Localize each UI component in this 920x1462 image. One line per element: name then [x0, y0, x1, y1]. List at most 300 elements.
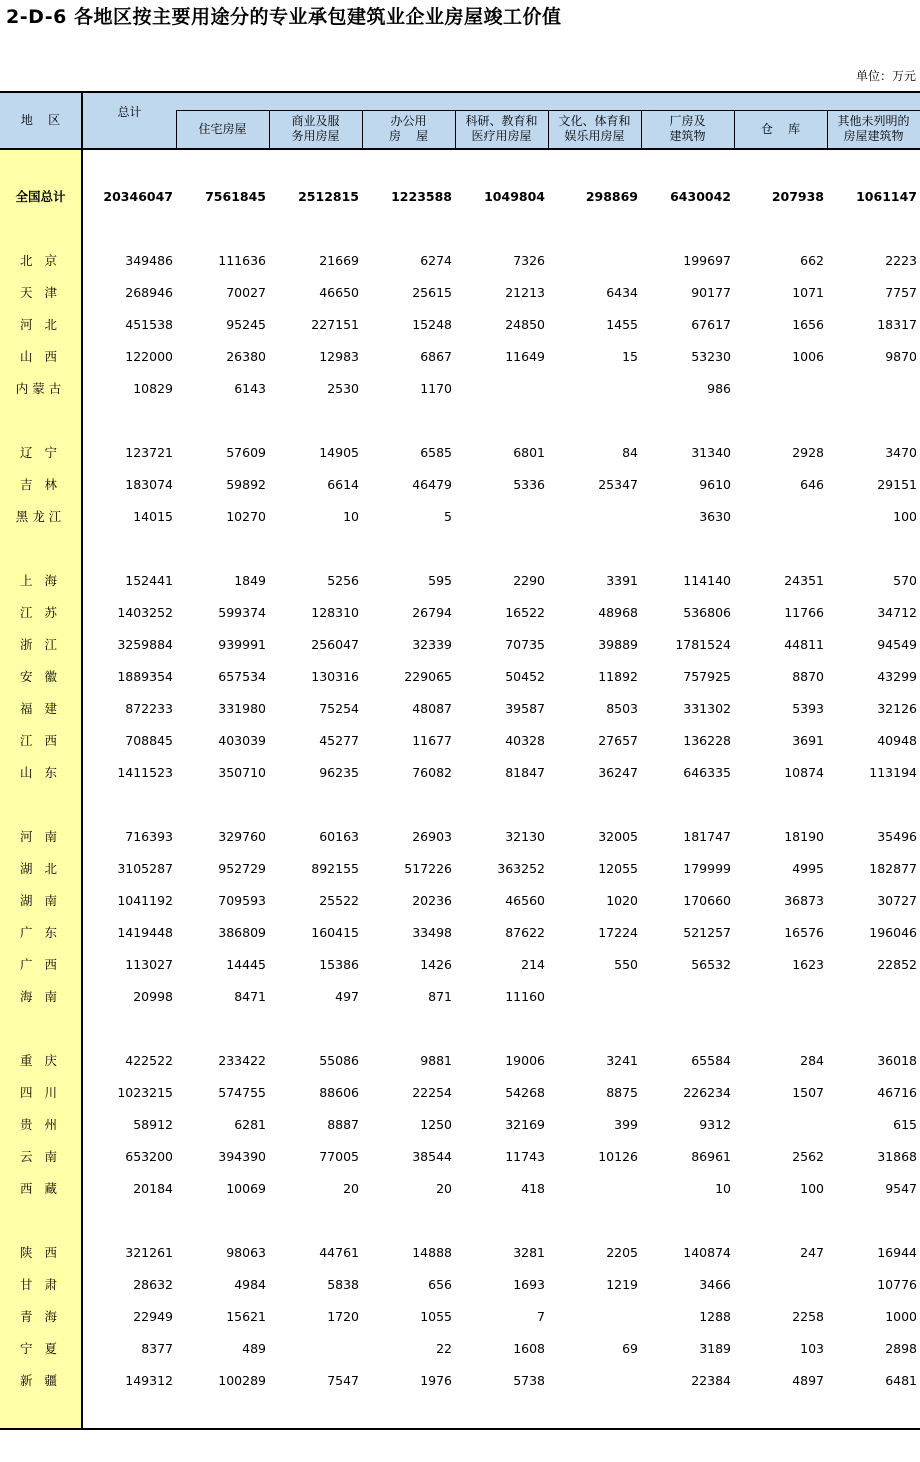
header-col-2: 商业及服 务用房屋 — [291, 114, 340, 143]
value-cell: 1000 — [885, 1309, 917, 1324]
value-cell: 1219 — [606, 1277, 638, 1292]
value-cell: 6281 — [234, 1117, 266, 1132]
value-cell: 1656 — [792, 317, 824, 332]
value-cell: 140874 — [683, 1245, 731, 1260]
value-cell: 53230 — [691, 349, 731, 364]
header-col-7: 仓 库 — [760, 121, 801, 136]
value-cell: 939991 — [218, 637, 266, 652]
value-cell: 11677 — [412, 733, 452, 748]
region-name: 吉 林 — [20, 477, 61, 492]
value-cell: 30727 — [877, 893, 917, 908]
value-cell: 2205 — [606, 1245, 638, 1260]
value-cell: 152441 — [125, 573, 173, 588]
value-cell: 16522 — [505, 605, 545, 620]
table-row — [0, 922, 920, 944]
value-cell: 21669 — [319, 253, 359, 268]
value-cell: 149312 — [125, 1373, 173, 1388]
table-row — [0, 602, 920, 624]
region-name: 湖 南 — [20, 893, 61, 908]
value-cell: 11649 — [505, 349, 545, 364]
value-cell: 87622 — [505, 925, 545, 940]
value-cell: 84 — [622, 445, 638, 460]
value-cell: 1288 — [699, 1309, 731, 1324]
value-cell: 50452 — [505, 669, 545, 684]
value-cell: 46650 — [319, 285, 359, 300]
value-cell: 20998 — [133, 989, 173, 1004]
value-cell: 39889 — [598, 637, 638, 652]
value-cell: 26794 — [412, 605, 452, 620]
header-total: 总计 — [117, 104, 142, 119]
table-row — [0, 762, 920, 784]
value-cell: 8377 — [141, 1341, 173, 1356]
region-name: 广 东 — [20, 925, 61, 940]
value-cell: 1976 — [420, 1373, 452, 1388]
value-cell: 422522 — [125, 1053, 173, 1068]
region-name: 全国总计 — [15, 189, 66, 204]
value-cell: 4995 — [792, 861, 824, 876]
value-cell: 28632 — [133, 1277, 173, 1292]
value-cell: 20 — [343, 1181, 359, 1196]
value-cell: 10069 — [226, 1181, 266, 1196]
value-cell: 44761 — [319, 1245, 359, 1260]
table-row — [0, 282, 920, 304]
value-cell: 653200 — [125, 1149, 173, 1164]
value-cell: 18190 — [784, 829, 824, 844]
value-cell: 1419448 — [117, 925, 173, 940]
value-cell: 5838 — [327, 1277, 359, 1292]
value-cell: 65584 — [691, 1053, 731, 1068]
value-cell: 233422 — [218, 1053, 266, 1068]
value-cell: 14905 — [319, 445, 359, 460]
value-cell: 1781524 — [675, 637, 731, 652]
value-cell: 182877 — [869, 861, 917, 876]
value-cell: 363252 — [497, 861, 545, 876]
value-cell — [548, 1370, 638, 1392]
region-name: 云 南 — [20, 1149, 61, 1164]
value-cell: 9610 — [699, 477, 731, 492]
value-cell: 24850 — [505, 317, 545, 332]
value-cell: 6801 — [513, 445, 545, 460]
value-cell: 32005 — [598, 829, 638, 844]
value-cell: 3391 — [606, 573, 638, 588]
value-cell: 34712 — [877, 605, 917, 620]
table-row — [0, 1082, 920, 1104]
value-cell: 26903 — [412, 829, 452, 844]
value-cell: 6274 — [420, 253, 452, 268]
value-cell: 7547 — [327, 1373, 359, 1388]
value-cell: 1006 — [792, 349, 824, 364]
value-cell — [548, 986, 638, 1008]
value-cell: 1608 — [513, 1341, 545, 1356]
value-cell: 1411523 — [117, 765, 173, 780]
value-cell: 451538 — [125, 317, 173, 332]
value-cell: 716393 — [125, 829, 173, 844]
value-cell: 321261 — [125, 1245, 173, 1260]
value-cell: 3470 — [885, 445, 917, 460]
header-col-1: 住宅房屋 — [198, 121, 247, 136]
value-cell: 350710 — [218, 765, 266, 780]
value-cell: 57609 — [226, 445, 266, 460]
value-cell: 10126 — [598, 1149, 638, 1164]
value-cell: 871 — [428, 989, 452, 1004]
value-cell: 1061147 — [856, 189, 917, 204]
region-name: 海 南 — [20, 989, 61, 1004]
value-cell: 8471 — [234, 989, 266, 1004]
value-cell — [548, 506, 638, 528]
table-row — [0, 570, 920, 592]
value-cell: 662 — [800, 253, 824, 268]
table-bottom-rule — [0, 1428, 920, 1430]
value-cell: 7 — [537, 1309, 545, 1324]
value-cell: 160415 — [311, 925, 359, 940]
value-cell: 27657 — [598, 733, 638, 748]
value-cell: 403039 — [218, 733, 266, 748]
value-cell: 615 — [893, 1117, 917, 1132]
value-cell: 113027 — [125, 957, 173, 972]
value-cell: 1403252 — [117, 605, 173, 620]
value-cell: 489 — [242, 1341, 266, 1356]
value-cell: 183074 — [125, 477, 173, 492]
header-col-5: 文化、体育和 娱乐用房屋 — [558, 114, 631, 143]
value-cell: 1623 — [792, 957, 824, 972]
value-cell: 39587 — [505, 701, 545, 716]
value-cell: 657534 — [218, 669, 266, 684]
value-cell: 8887 — [327, 1117, 359, 1132]
value-cell: 14015 — [133, 509, 173, 524]
value-cell: 48968 — [598, 605, 638, 620]
value-cell: 497 — [335, 989, 359, 1004]
value-cell: 46479 — [412, 477, 452, 492]
table-row — [0, 698, 920, 720]
value-cell: 15 — [622, 349, 638, 364]
region-name: 宁 夏 — [20, 1341, 61, 1356]
value-cell: 103 — [800, 1341, 824, 1356]
value-cell: 2562 — [792, 1149, 824, 1164]
value-cell: 3105287 — [117, 861, 173, 876]
value-cell: 21213 — [505, 285, 545, 300]
value-cell: 20184 — [133, 1181, 173, 1196]
value-cell: 136228 — [683, 733, 731, 748]
value-cell: 1041192 — [117, 893, 173, 908]
value-cell: 229065 — [404, 669, 452, 684]
value-cell: 10829 — [133, 381, 173, 396]
value-cell: 12983 — [319, 349, 359, 364]
value-cell: 1720 — [327, 1309, 359, 1324]
table-row — [0, 954, 920, 976]
value-cell: 17224 — [598, 925, 638, 940]
value-cell — [734, 986, 824, 1008]
table-row — [0, 1178, 920, 1200]
table-row — [0, 1114, 920, 1136]
value-cell — [269, 1338, 359, 1360]
value-cell: 394390 — [218, 1149, 266, 1164]
value-cell: 4984 — [234, 1277, 266, 1292]
value-cell: 25522 — [319, 893, 359, 908]
value-cell: 32126 — [877, 701, 917, 716]
header-col-6: 厂房及 建筑物 — [669, 114, 706, 143]
value-cell: 3281 — [513, 1245, 545, 1260]
value-cell: 284 — [800, 1053, 824, 1068]
value-cell: 214 — [521, 957, 545, 972]
value-cell: 986 — [707, 381, 731, 396]
value-cell: 646 — [800, 477, 824, 492]
value-cell: 11743 — [505, 1149, 545, 1164]
value-cell: 19006 — [505, 1053, 545, 1068]
value-cell — [827, 378, 917, 400]
value-cell — [734, 378, 824, 400]
region-name: 天 津 — [20, 285, 61, 300]
value-cell: 58912 — [133, 1117, 173, 1132]
table-row — [0, 1370, 920, 1392]
region-name: 山 东 — [20, 765, 61, 780]
value-cell: 20 — [436, 1181, 452, 1196]
value-cell — [455, 506, 545, 528]
value-cell — [827, 986, 917, 1008]
value-cell: 2290 — [513, 573, 545, 588]
value-cell: 113194 — [869, 765, 917, 780]
region-name: 上 海 — [20, 573, 61, 588]
region-name: 安 徽 — [20, 669, 61, 684]
value-cell: 10874 — [784, 765, 824, 780]
region-name: 河 北 — [20, 317, 61, 332]
value-cell: 6430042 — [670, 189, 731, 204]
table-row — [0, 1050, 920, 1072]
value-cell: 31868 — [877, 1149, 917, 1164]
value-cell: 1849 — [234, 573, 266, 588]
value-cell: 81847 — [505, 765, 545, 780]
value-cell: 8870 — [792, 669, 824, 684]
table-row — [0, 314, 920, 336]
value-cell: 56532 — [691, 957, 731, 972]
value-cell: 199697 — [683, 253, 731, 268]
value-cell: 15386 — [319, 957, 359, 972]
region-name: 河 南 — [20, 829, 61, 844]
value-cell — [734, 1114, 824, 1136]
value-cell: 22 — [436, 1341, 452, 1356]
value-cell: 67617 — [691, 317, 731, 332]
value-cell: 1020 — [606, 893, 638, 908]
value-cell: 5393 — [792, 701, 824, 716]
value-cell: 1693 — [513, 1277, 545, 1292]
table-row — [0, 890, 920, 912]
value-cell: 329760 — [218, 829, 266, 844]
value-cell: 29151 — [877, 477, 917, 492]
value-cell: 3189 — [699, 1341, 731, 1356]
value-cell: 128310 — [311, 605, 359, 620]
value-cell: 1223588 — [391, 189, 452, 204]
value-cell: 60163 — [319, 829, 359, 844]
table-row — [0, 442, 920, 464]
value-cell: 570 — [893, 573, 917, 588]
value-cell: 3630 — [699, 509, 731, 524]
table-row — [0, 634, 920, 656]
value-cell: 35496 — [877, 829, 917, 844]
value-cell: 15621 — [226, 1309, 266, 1324]
value-cell — [548, 250, 638, 272]
value-cell: 100 — [893, 509, 917, 524]
region-name: 四 川 — [20, 1085, 61, 1100]
value-cell: 6434 — [606, 285, 638, 300]
value-cell: 14888 — [412, 1245, 452, 1260]
value-cell: 16576 — [784, 925, 824, 940]
value-cell: 892155 — [311, 861, 359, 876]
value-cell: 100289 — [218, 1373, 266, 1388]
table-row — [0, 250, 920, 272]
value-cell: 86961 — [691, 1149, 731, 1164]
value-cell: 6867 — [420, 349, 452, 364]
table-row — [0, 378, 920, 400]
value-cell: 44811 — [784, 637, 824, 652]
value-cell: 331980 — [218, 701, 266, 716]
value-cell: 122000 — [125, 349, 173, 364]
value-cell: 7561845 — [205, 189, 266, 204]
value-cell: 11160 — [505, 989, 545, 1004]
value-cell: 54268 — [505, 1085, 545, 1100]
value-cell: 5336 — [513, 477, 545, 492]
region-name: 山 西 — [20, 349, 61, 364]
table-row — [0, 858, 920, 880]
value-cell: 1023215 — [117, 1085, 173, 1100]
value-cell — [734, 506, 824, 528]
region-name: 甘 肃 — [20, 1277, 61, 1292]
value-cell: 114140 — [683, 573, 731, 588]
value-cell: 227151 — [311, 317, 359, 332]
region-name: 浙 江 — [20, 637, 61, 652]
value-cell: 757925 — [683, 669, 731, 684]
value-cell: 130316 — [311, 669, 359, 684]
value-cell: 656 — [428, 1277, 452, 1292]
table-row — [0, 986, 920, 1008]
value-cell: 48087 — [412, 701, 452, 716]
value-cell: 1170 — [420, 381, 452, 396]
value-cell: 6614 — [327, 477, 359, 492]
header-col-3: 办公用 房 屋 — [388, 114, 429, 143]
value-cell: 2258 — [792, 1309, 824, 1324]
region-name: 陕 西 — [20, 1245, 61, 1260]
region-name: 内蒙古 — [15, 381, 66, 396]
value-cell: 16944 — [877, 1245, 917, 1260]
value-cell: 10776 — [877, 1277, 917, 1292]
table-row — [0, 1242, 920, 1264]
value-cell — [734, 1274, 824, 1296]
value-cell: 386809 — [218, 925, 266, 940]
table-row — [0, 826, 920, 848]
header-region: 地 区 — [20, 113, 61, 127]
value-cell: 100 — [800, 1181, 824, 1196]
value-cell: 2928 — [792, 445, 824, 460]
value-cell: 872233 — [125, 701, 173, 716]
value-cell: 1250 — [420, 1117, 452, 1132]
value-cell: 708845 — [125, 733, 173, 748]
value-cell: 1507 — [792, 1085, 824, 1100]
value-cell: 70027 — [226, 285, 266, 300]
region-name: 辽 宁 — [20, 445, 61, 460]
value-cell: 247 — [800, 1245, 824, 1260]
value-cell: 20346047 — [103, 189, 173, 204]
value-cell: 4897 — [792, 1373, 824, 1388]
value-cell: 226234 — [683, 1085, 731, 1100]
table-row — [0, 1274, 920, 1296]
value-cell: 207938 — [771, 189, 824, 204]
value-cell: 36247 — [598, 765, 638, 780]
value-cell: 331302 — [683, 701, 731, 716]
value-cell: 595 — [428, 573, 452, 588]
value-cell: 45277 — [319, 733, 359, 748]
table-title: 2-D-6 各地区按主要用途分的专业承包建筑业企业房屋竣工价值 — [6, 6, 562, 28]
value-cell: 9870 — [885, 349, 917, 364]
value-cell: 349486 — [125, 253, 173, 268]
table-row — [0, 730, 920, 752]
value-cell: 709593 — [218, 893, 266, 908]
value-cell: 599374 — [218, 605, 266, 620]
value-cell: 12055 — [598, 861, 638, 876]
table-row — [0, 506, 920, 528]
value-cell: 26380 — [226, 349, 266, 364]
value-cell: 256047 — [311, 637, 359, 652]
value-cell: 1049804 — [484, 189, 545, 204]
value-cell: 77005 — [319, 1149, 359, 1164]
value-cell: 95245 — [226, 317, 266, 332]
value-cell: 36873 — [784, 893, 824, 908]
value-cell: 7326 — [513, 253, 545, 268]
table-row — [0, 346, 920, 368]
value-cell: 268946 — [125, 285, 173, 300]
value-cell: 550 — [614, 957, 638, 972]
region-name: 重 庆 — [20, 1053, 61, 1068]
region-name: 湖 北 — [20, 861, 61, 876]
value-cell: 11892 — [598, 669, 638, 684]
value-cell: 2223 — [885, 253, 917, 268]
value-cell: 5256 — [327, 573, 359, 588]
value-cell — [548, 378, 638, 400]
value-cell: 36018 — [877, 1053, 917, 1068]
value-cell: 90177 — [691, 285, 731, 300]
value-cell: 11766 — [784, 605, 824, 620]
value-cell: 55086 — [319, 1053, 359, 1068]
value-cell: 69 — [622, 1341, 638, 1356]
value-cell: 22949 — [133, 1309, 173, 1324]
value-cell: 40328 — [505, 733, 545, 748]
value-cell: 43299 — [877, 669, 917, 684]
value-cell: 1071 — [792, 285, 824, 300]
value-cell: 3241 — [606, 1053, 638, 1068]
value-cell: 98063 — [226, 1245, 266, 1260]
value-cell: 25347 — [598, 477, 638, 492]
national-total-row — [0, 186, 920, 208]
value-cell: 1455 — [606, 317, 638, 332]
region-name: 江 西 — [20, 733, 61, 748]
value-cell: 22852 — [877, 957, 917, 972]
region-column-bg — [0, 150, 81, 1428]
value-cell: 1426 — [420, 957, 452, 972]
value-cell: 22384 — [691, 1373, 731, 1388]
table-row — [0, 1146, 920, 1168]
value-cell: 33498 — [412, 925, 452, 940]
region-name: 贵 州 — [20, 1117, 61, 1132]
region-name: 西 藏 — [20, 1181, 61, 1196]
value-cell: 40948 — [877, 733, 917, 748]
value-cell — [548, 1306, 638, 1328]
value-cell: 32130 — [505, 829, 545, 844]
value-cell: 20236 — [412, 893, 452, 908]
value-cell: 10 — [715, 1181, 731, 1196]
region-name: 江 苏 — [20, 605, 61, 620]
value-cell: 1889354 — [117, 669, 173, 684]
value-cell: 94549 — [877, 637, 917, 652]
region-name: 广 西 — [20, 957, 61, 972]
value-cell: 646335 — [683, 765, 731, 780]
table-row — [0, 1338, 920, 1360]
